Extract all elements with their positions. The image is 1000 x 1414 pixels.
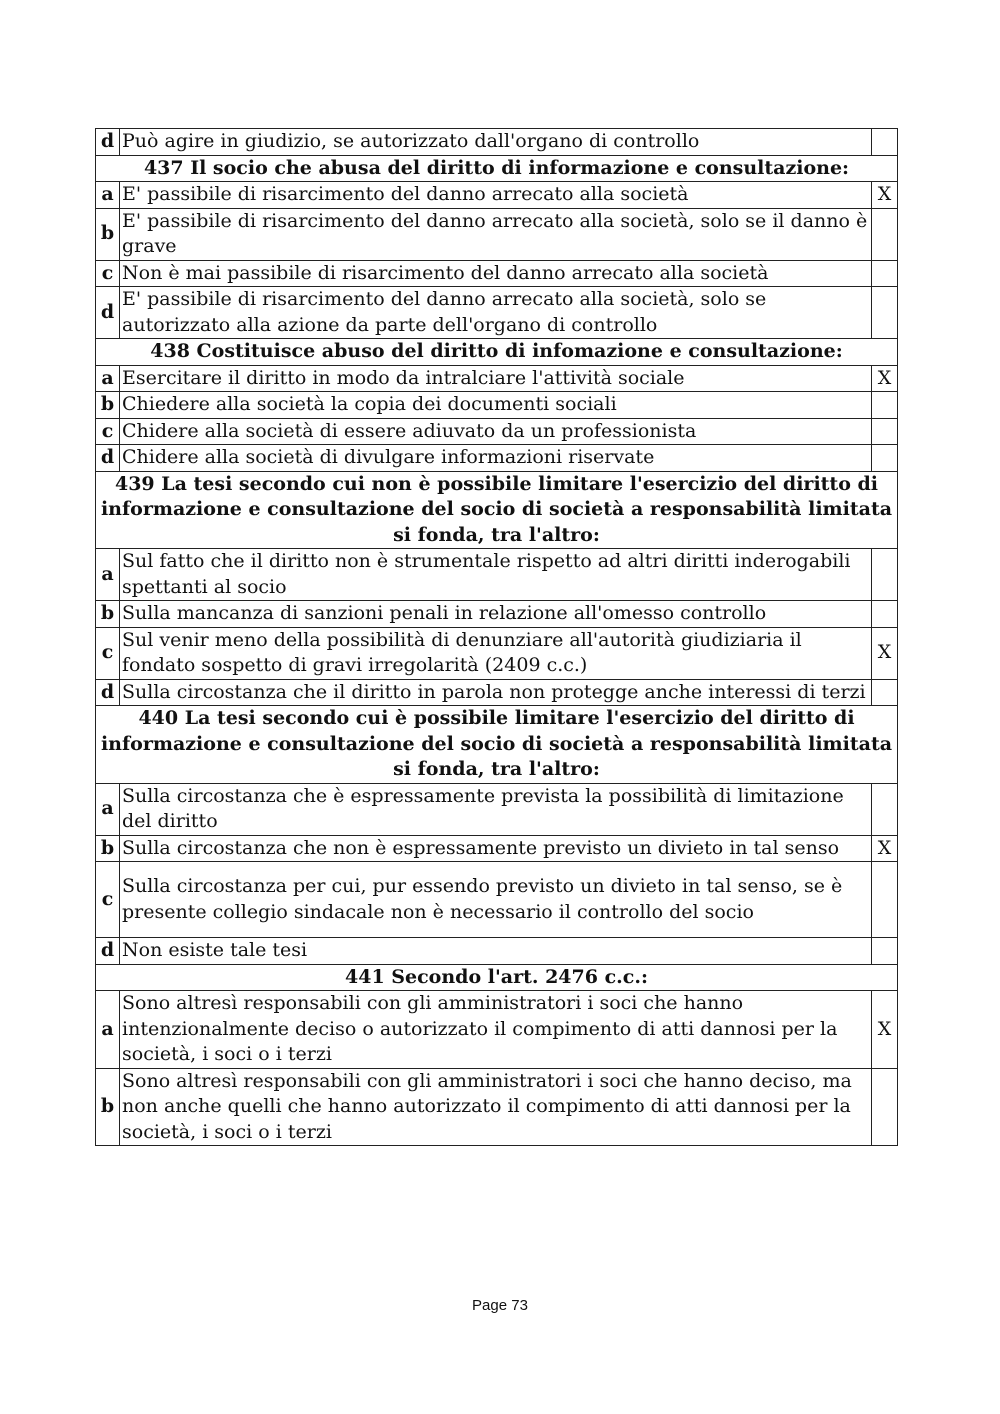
answer-text: Sono altresì responsabili con gli amministratori i soci che hanno deciso, ma non anche quelli che hanno autorizzato il compimento di atti dannosi per la società, i soci o i terzi — [120, 1068, 872, 1146]
answer-text: E' passibile di risarcimento del danno arrecato alla società, solo se autorizzato alla azione da parte dell'organo di controllo — [120, 287, 872, 339]
answer-mark: X — [872, 627, 898, 679]
answer-text: Non esiste tale tesi — [120, 938, 872, 965]
answer-mark — [872, 129, 898, 156]
answer-letter: c — [96, 627, 120, 679]
answer-letter: d — [96, 129, 120, 156]
answer-row — [96, 862, 898, 938]
answer-text: Può agire in giudizio, se autorizzato dall'organo di controllo — [120, 129, 872, 156]
answer-mark — [872, 679, 898, 706]
answer-row — [96, 835, 898, 862]
answer-mark — [872, 208, 898, 260]
answer-letter: b — [96, 1068, 120, 1146]
answer-row — [96, 365, 898, 392]
question-text: 439 La tesi secondo cui non è possibile limitare l'esercizio del diritto di informazione e consultazione del socio di società a responsabilità limitata si fonda, tra l'altro: — [96, 471, 898, 549]
answer-letter: a — [96, 365, 120, 392]
answer-mark — [872, 862, 898, 938]
question-row — [96, 155, 898, 182]
answer-letter: a — [96, 549, 120, 601]
answer-letter: c — [96, 862, 120, 938]
answer-text: Sulla circostanza che non è espressamente previsto un divieto in tal senso — [120, 835, 872, 862]
answer-mark — [872, 601, 898, 628]
answer-mark: X — [872, 365, 898, 392]
answer-text: Sulla mancanza di sanzioni penali in relazione all'omesso controllo — [120, 601, 872, 628]
answer-row — [96, 679, 898, 706]
answer-letter: b — [96, 208, 120, 260]
answer-row — [96, 601, 898, 628]
answer-letter: c — [96, 418, 120, 445]
question-text: 437 Il socio che abusa del diritto di informazione e consultazione: — [96, 155, 898, 182]
answer-row — [96, 208, 898, 260]
answer-mark: X — [872, 835, 898, 862]
answer-row — [96, 260, 898, 287]
question-row — [96, 964, 898, 991]
answer-mark: X — [872, 991, 898, 1069]
answer-row — [96, 287, 898, 339]
page-number: Page 73 — [472, 1297, 528, 1314]
answer-mark: X — [872, 182, 898, 209]
answer-text: Sono altresì responsabili con gli amministratori i soci che hanno intenzionalmente deciso o autorizzato il compimento di atti dannosi per la società, i soci o i terzi — [120, 991, 872, 1069]
answer-mark — [872, 445, 898, 472]
question-text: 438 Costituisce abuso del diritto di infomazione e consultazione: — [96, 339, 898, 366]
answer-text: Chiedere alla società la copia dei documenti sociali — [120, 392, 872, 419]
answer-text: Sul fatto che il diritto non è strumentale rispetto ad altri diritti inderogabili spettanti al socio — [120, 549, 872, 601]
answer-letter: d — [96, 938, 120, 965]
answer-row — [96, 129, 898, 156]
answer-letter: b — [96, 601, 120, 628]
answer-mark — [872, 1068, 898, 1146]
answer-row — [96, 991, 898, 1069]
answer-row — [96, 392, 898, 419]
answer-mark — [872, 260, 898, 287]
answer-text: Chidere alla società di essere adiuvato da un professionista — [120, 418, 872, 445]
answer-text: E' passibile di risarcimento del danno arrecato alla società — [120, 182, 872, 209]
answer-mark — [872, 392, 898, 419]
answer-row — [96, 938, 898, 965]
answer-row — [96, 182, 898, 209]
answer-row — [96, 627, 898, 679]
answer-mark — [872, 549, 898, 601]
answer-letter: a — [96, 783, 120, 835]
answer-letter: b — [96, 835, 120, 862]
answer-row — [96, 549, 898, 601]
answer-row — [96, 783, 898, 835]
answer-letter: a — [96, 182, 120, 209]
answer-letter: b — [96, 392, 120, 419]
question-text: 441 Secondo l'art. 2476 c.c.: — [96, 964, 898, 991]
question-row — [96, 339, 898, 366]
answer-mark — [872, 287, 898, 339]
answer-row — [96, 418, 898, 445]
answer-mark — [872, 783, 898, 835]
answer-letter: d — [96, 445, 120, 472]
question-text: 440 La tesi secondo cui è possibile limitare l'esercizio del diritto di informazione e consultazione del socio di società a responsabilità limitata si fonda, tra l'altro: — [96, 706, 898, 784]
answer-text: Chidere alla società di divulgare informazioni riservate — [120, 445, 872, 472]
answer-letter: d — [96, 287, 120, 339]
answer-text: Sulla circostanza per cui, pur essendo previsto un divieto in tal senso, se è presente collegio sindacale non è necessario il controllo del socio — [120, 862, 872, 938]
answer-letter: a — [96, 991, 120, 1069]
answer-letter: d — [96, 679, 120, 706]
answer-row — [96, 1068, 898, 1146]
question-row — [96, 471, 898, 549]
answer-row — [96, 445, 898, 472]
answer-mark — [872, 418, 898, 445]
answer-letter: c — [96, 260, 120, 287]
answer-text: Non è mai passibile di risarcimento del danno arrecato alla società — [120, 260, 872, 287]
answer-text: Sul venir meno della possibilità di denunziare all'autorità giudiziaria il fondato sospetto di gravi irregolarità (2409 c.c.) — [120, 627, 872, 679]
quiz-table — [95, 128, 898, 1146]
answer-text: E' passibile di risarcimento del danno arrecato alla società, solo se il danno è grave — [120, 208, 872, 260]
question-row — [96, 706, 898, 784]
answer-text: Sulla circostanza che il diritto in parola non protegge anche interessi di terzi — [120, 679, 872, 706]
answer-text: Sulla circostanza che è espressamente prevista la possibilità di limitazione del diritto — [120, 783, 872, 835]
answer-mark — [872, 938, 898, 965]
answer-text: Esercitare il diritto in modo da intralciare l'attività sociale — [120, 365, 872, 392]
